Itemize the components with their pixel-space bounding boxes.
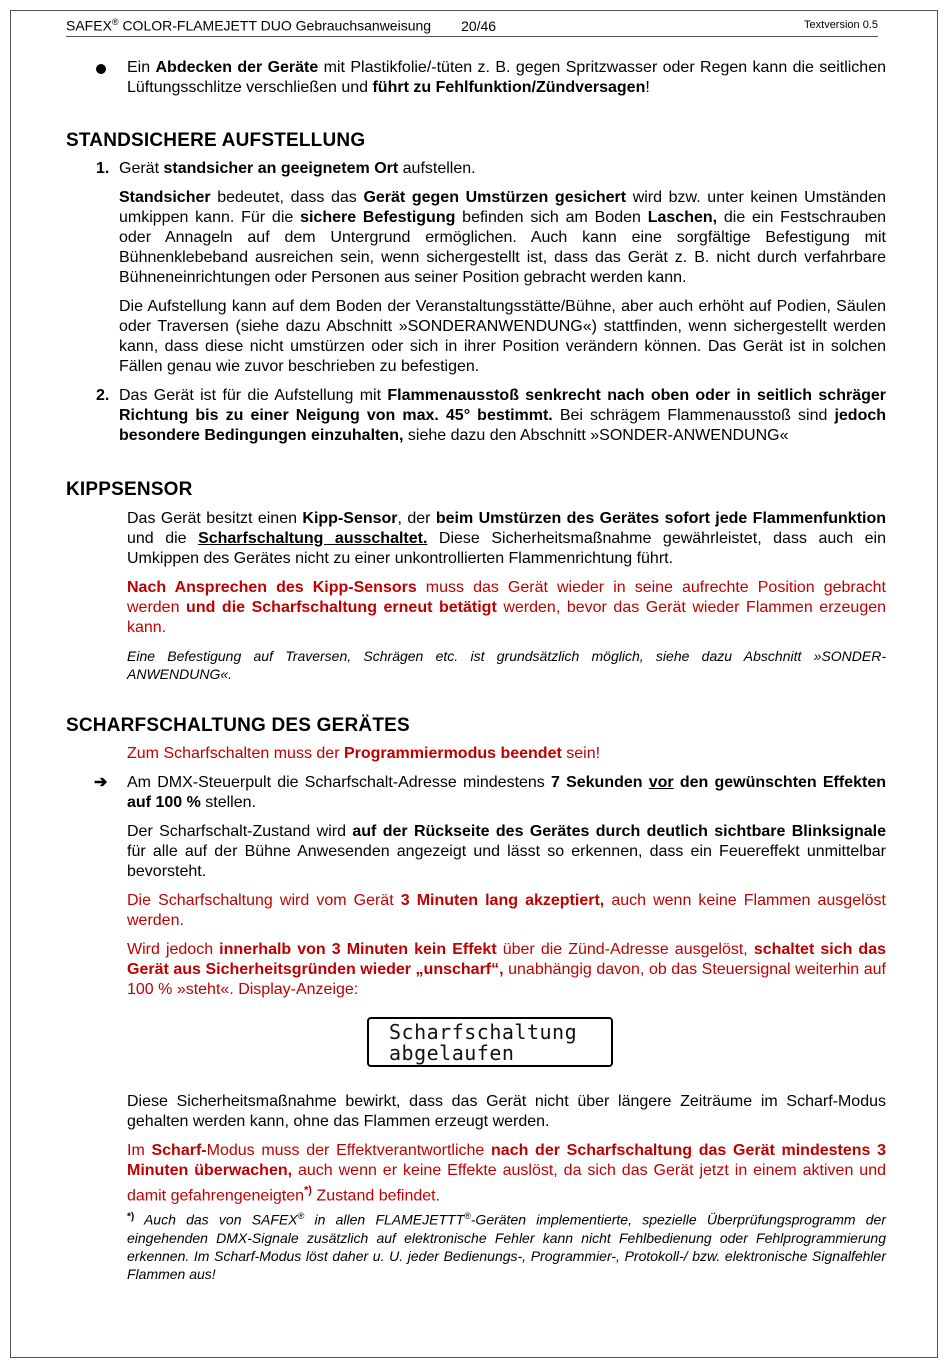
paragraph-sicherheitsmassnahme: Diese Sicherheitsmaßnahme bewirkt, dass das Gerät nicht über längere Zeiträume im Scharf-Modus gehalten werden kann, ohne das Flammen erzeugt werden. <box>127 1093 886 1130</box>
paragraph-kippsensor: Das Gerät besitzt einen Kipp-Sensor, der beim Umstürzen des Gerätes sofort jede Flammenfunktion und die Scharfschaltung ausschaltet. Diese Sicherheitsmaßnahme gewährleistet, dass auch ein Umkippen des Gerätes nicht zu einer unkontrollierten Flammenrichtung führt. <box>127 510 887 567</box>
note-befestigung: Eine Befestigung auf Traversen, Schrägen etc. ist grundsätzlich möglich, siehe dazu Abschnitt »SONDER-ANWENDUNG«. <box>127 648 886 682</box>
paragraph-blinksignale: Der Scharfschalt-Zustand wird auf der Rückseite des Gerätes durch deutlich sichtbare Blinksignale für alle auf der Bühne Anwesenden angezeigt und lässt so erkennen, dass ein Feuereffekt unmittelbar bevorsteht. <box>127 823 886 880</box>
heading-kippsensor: KIPPSENSOR <box>66 479 193 500</box>
paragraph-scharf-modus: Im Scharf-Modus muss der Effektverantwortliche nach der Scharfschaltung das Gerät mindestens 3 Minuten überwachen, auch wenn er keine Effekte auslöst, da sich das Gerät jetzt in einem aktiven und damit gefahrengeneigten*) Zustand befindet. <box>127 1142 887 1205</box>
list-item-2: 2. Das Gerät ist für die Aufstellung mit Flammenausstoß senkrecht nach oben oder in seitlich schräger Richtung bis zu einer Neigung von max. 45° bestimmt. Bei schrägem Flammenausstoß sind jedoch besondere Bedingungen einzuhalten, siehe dazu den Abschnitt »SONDER-ANWENDUNG« <box>96 387 887 444</box>
display-readout: Scharfschaltung abgelaufen <box>367 1017 613 1067</box>
paragraph-standsicher: Standsicher bedeutet, dass das Gerät gegen Umstürzen gesichert wird bzw. unter keinen Umständen umkippen kann. Für die sichere Befestigung befinden sich am Boden Laschen, die ein Festschrauben oder Annageln auf dem Untergrund ermöglichen. Auch kann eine sorgfältige Befestigung mit Bühnenklebeband ausreichen sein, wenn sichergestellt ist, dass das Gerät z. B. nicht durch verfahrbare Bühneneinrichtungen oder Personen aus seiner Position gebracht werden kann. <box>119 189 887 286</box>
paragraph-unscharf: Wird jedoch innerhalb von 3 Minuten kein Effekt über die Zünd-Adresse ausgelöst, schaltet sich das Gerät aus Sicherheitsgründen wieder „unscharf“, unabhängig davon, ob das Steuersignal weiterhin auf 100 % »steht«. Display-Anzeige: <box>127 941 887 998</box>
display-wrapper <box>66 1017 886 1067</box>
footnote: *) Auch das von SAFEX® in allen FLAMEJETTT®-Geräten implementierte, spezielle Überprüfungsprogramm der eingehenden DMX-Signale zusätzlich auf elektronische Fehler kann nicht Fehlbedienung oder Fehlprogrammierung erkennen. Im Scharf-Modus löst daher u. U. jeder Bedienungs-, Programmier-, Protokoll-/ bzw. elektronische Signalfehler Flammen aus! <box>127 1211 886 1282</box>
header-title: SAFEX® COLOR-FLAMEJETT DUO Gebrauchsanweisung 20/46 <box>66 17 497 34</box>
list-item-1: 1. Gerät standsicher an geeignetem Ort aufstellen. <box>96 160 476 177</box>
instruction-dmx: ➔ Am DMX-Steuerpult die Scharfschalt-Adresse mindestens 7 Sekunden vor den gewünschten Effekten auf 100 % stellen. <box>94 774 887 811</box>
page-header <box>66 14 878 37</box>
warning-kippsensor: Nach Ansprechen des Kipp-Sensors muss das Gerät wieder in seine aufrechte Position gebracht werden und die Scharfschaltung erneut betätigt werden, bevor das Gerät wieder Flammen erzeugen kann. <box>127 579 887 636</box>
page-number: 20/46 <box>461 17 497 34</box>
intro-bullet: Ein Abdecken der Geräte mit Plastikfolie/-tüten z. B. gegen Spritzwasser oder Regen kann die seitlichen Lüftungsschlitze verschließen und führt zu Fehlfunktion/Zündversagen! <box>66 58 886 98</box>
warning-programmiermodus: Zum Scharfschalten muss der Programmiermodus beendet sein! <box>127 745 601 762</box>
paragraph-aufstellung: Die Aufstellung kann auf dem Boden der Veranstaltungsstätte/Bühne, aber auch erhöht auf Podien, Säulen oder Traversen (siehe dazu Abschnitt »SONDERANWENDUNG«) stattfinden, wenn sichergestellt werden kann, dass diese nicht umstürzen oder sich in ihrer Position verändern können. Das Gerät ist in solchen Fällen genau wie zuvor beschrieben zu befestigen. <box>119 298 886 375</box>
heading-standsichere-aufstellung: STANDSICHERE AUFSTELLUNG <box>66 130 366 151</box>
paragraph-3-minuten: Die Scharfschaltung wird vom Gerät 3 Minuten lang akzeptiert, auch wenn keine Flammen ausgelöst werden. <box>127 892 887 929</box>
arrow-right-icon: ➔ <box>94 774 108 791</box>
text-version: Textversion 0.5 <box>804 19 878 31</box>
heading-scharfschaltung: SCHARFSCHALTUNG DES GERÄTES <box>66 715 410 736</box>
bullet-icon <box>96 64 106 74</box>
page-content <box>66 58 886 1283</box>
